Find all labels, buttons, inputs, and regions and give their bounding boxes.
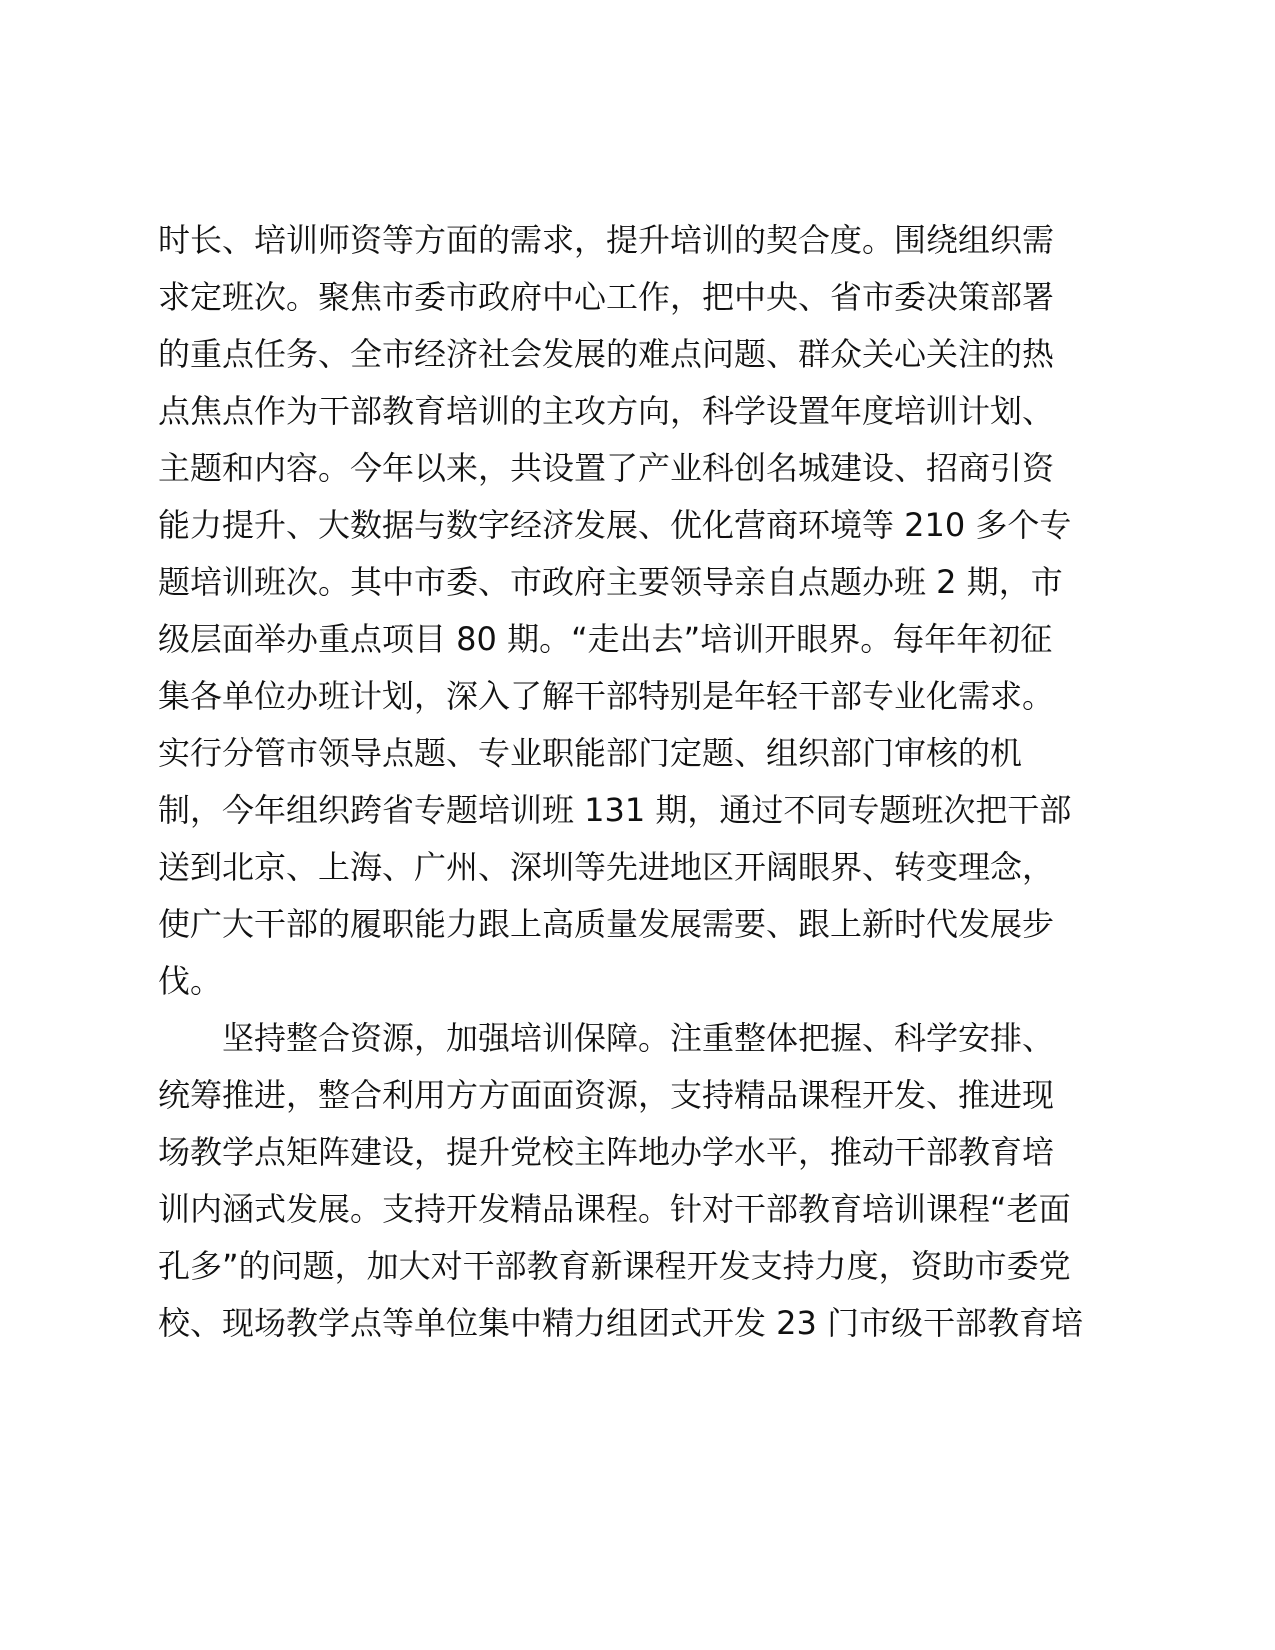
paragraph-1 (158, 212, 1078, 1010)
text-line: 场教学点矩阵建设，提升党校主阵地办学水平，推动干部教育培 (158, 1133, 1055, 1171)
text-line: 坚持整合资源，加强培训保障。注重整体把握、科学安排、 (222, 1019, 1055, 1057)
text-line: 题培训班次。其中市委、市政府主要领导亲自点题办班 2 期，市 (158, 563, 1063, 601)
text-line: 伐。 (158, 962, 223, 1000)
paragraph-2 (158, 1010, 1084, 1352)
text-line: 实行分管市领导点题、专业职能部门定题、组织部门审核的机 (158, 734, 1023, 772)
text-line: 主题和内容。今年以来，共设置了产业科创名城建设、招商引资 (158, 449, 1055, 487)
text-line: 制，今年组织跨省专题培训班 131 期，通过不同专题班次把干部 (158, 791, 1072, 829)
text-line: 点焦点作为干部教育培训的主攻方向，科学设置年度培训计划、 (158, 392, 1055, 430)
body-text (158, 212, 1084, 1352)
text-line: 孔多”的问题，加大对干部教育新课程开发支持力度，资助市委党 (158, 1247, 1071, 1285)
text-line: 集各单位办班计划，深入了解干部特别是年轻干部专业化需求。 (158, 677, 1055, 715)
text-line: 送到北京、上海、广州、深圳等先进地区开阔眼界、转变理念， (158, 848, 1055, 886)
text-line: 的重点任务、全市经济社会发展的难点问题、群众关心关注的热 (158, 335, 1055, 373)
text-line: 时长、培训师资等方面的需求，提升培训的契合度。围绕组织需 (158, 221, 1055, 259)
text-line: 求定班次。聚焦市委市政府中心工作，把中央、省市委决策部署 (158, 278, 1055, 316)
text-line: 使广大干部的履职能力跟上高质量发展需要、跟上新时代发展步 (158, 905, 1055, 943)
text-line: 校、现场教学点等单位集中精力组团式开发 23 门市级干部教育培 (158, 1304, 1084, 1342)
text-line: 级层面举办重点项目 80 期。“走出去”培训开眼界。每年年初征 (158, 620, 1053, 658)
text-line: 统筹推进，整合利用方方面面资源，支持精品课程开发、推进现 (158, 1076, 1055, 1114)
text-line: 能力提升、大数据与数字经济发展、优化营商环境等 210 多个专 (158, 506, 1072, 544)
text-line: 训内涵式发展。支持开发精品课程。针对干部教育培训课程“老面 (158, 1190, 1071, 1228)
